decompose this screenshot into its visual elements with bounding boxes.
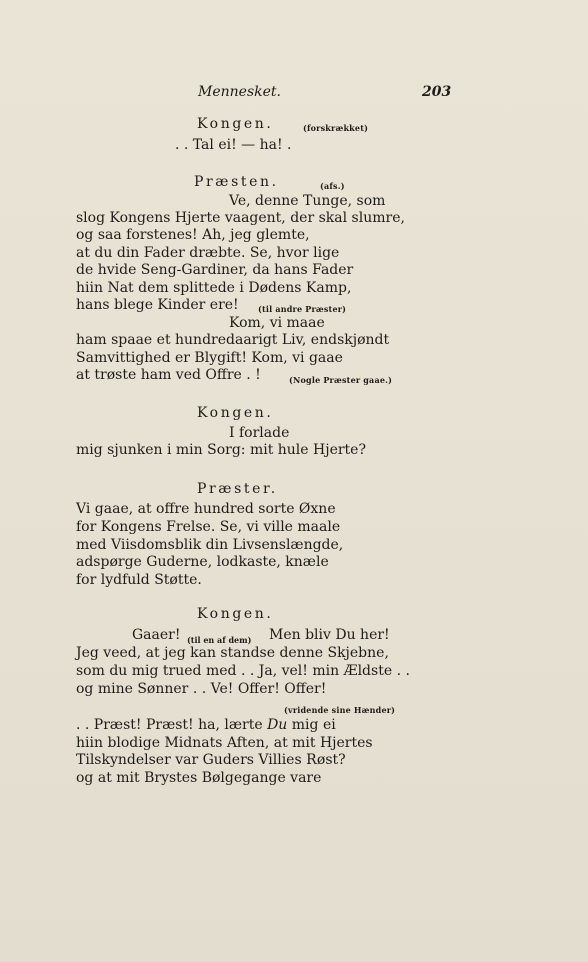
verse-line: adspørge Guderne, lodkaste, knæle [76, 554, 329, 570]
verse-line: og at mit Brystes Bølgegange vare [76, 770, 322, 786]
verse-line: hiin blodige Midnats Aften, at mit Hjertes [76, 735, 373, 751]
speaker-name: Kongen. [197, 405, 274, 421]
verse-line: for Kongens Frelse. Se, vi ville maale [76, 519, 341, 535]
verse-line: I forlade [229, 425, 290, 441]
verse-line: Men bliv Du her! [269, 627, 390, 643]
verse-line: og mine Sønner . . Ve! Offer! Offer! [76, 681, 327, 697]
stage-direction: (til en af dem) [187, 635, 252, 645]
speaker-name: Præsten. [194, 174, 279, 190]
page-number: 203 [422, 84, 452, 100]
verse-line: at trøste ham ved Offre . ! [76, 367, 261, 383]
verse-line: Kom, vi maae [229, 315, 325, 331]
verse-line: Samvittighed er Blygift! Kom, vi gaae [76, 350, 343, 366]
verse-line: med Viisdomsblik din Livsenslængde, [76, 537, 344, 553]
verse-line: at du din Fader dræbte. Se, hvor lige [76, 245, 340, 261]
verse-line: slog Kongens Hjerte vaagent, der skal slumre, [76, 210, 405, 226]
speaker-name: Kongen. [197, 116, 274, 132]
verse-line [76, 717, 336, 734]
verse-line: Gaaer! [132, 627, 181, 643]
verse-line: hiin Nat dem splittede i Dødens Kamp, [76, 280, 352, 296]
verse-line: Tilskyndelser var Guders Villies Røst? [76, 752, 346, 768]
verse-line: . . Tal ei! — ha! . [175, 137, 292, 153]
verse-line: som du mig trued med . . Ja, vel! min Ældste . . [76, 663, 410, 679]
verse-line: for lydfuld Støtte. [76, 572, 202, 588]
verse-line: ham spaae et hundredaarigt Liv, endskjøndt [76, 332, 390, 348]
stage-direction: (til andre Præster) [258, 304, 347, 314]
verse-line: Vi gaae, at offre hundred sorte Øxne [76, 501, 336, 517]
stage-direction: (vridende sine Hænder) [284, 705, 396, 715]
verse-line: Jeg veed, at jeg kan standse denne Skjebne, [76, 645, 389, 661]
running-head-title: Mennesket. [198, 84, 281, 100]
verse-line: de hvide Seng-Gardiner, da hans Fader [76, 262, 354, 278]
verse-line: Ve, denne Tunge, som [229, 193, 386, 209]
verse-text: . . Præst! Præst! ha, lærte [76, 717, 263, 733]
speaker-name: Præster. [197, 481, 278, 497]
stage-direction: (Nogle Præster gaae.) [289, 375, 393, 385]
verse-line: mig sjunken i min Sorg: mit hule Hjerte? [76, 442, 366, 458]
verse-line: og saa forstenes! Ah, jeg glemte, [76, 227, 310, 243]
verse-line: hans blege Kinder ere! [76, 297, 239, 313]
stage-direction: (forskrækket) [303, 123, 369, 133]
verse-text: mig ei [291, 717, 336, 733]
stage-direction: (afs.) [320, 181, 345, 191]
speaker-name: Kongen. [197, 606, 274, 622]
emphasis-text: Du [267, 717, 288, 733]
